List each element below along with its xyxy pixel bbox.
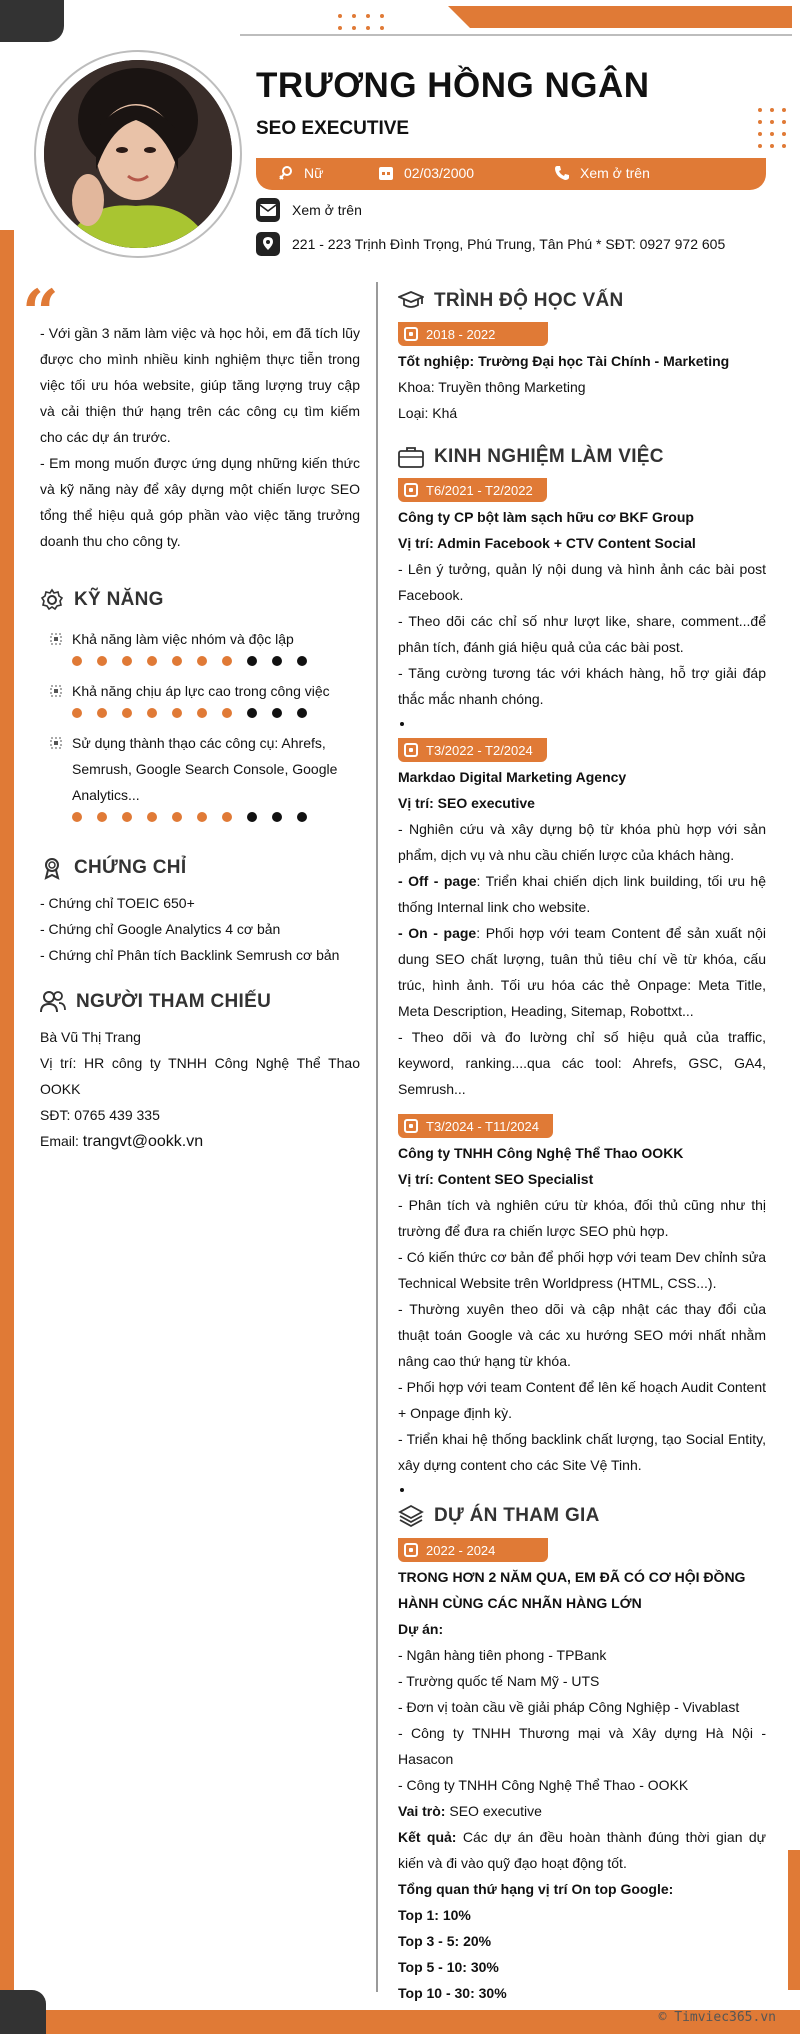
certificate-item: - Chứng chỉ TOEIC 650+ xyxy=(40,895,195,911)
experience-title: KINH NGHIỆM LÀM VIỆC xyxy=(434,446,664,467)
phone-item xyxy=(554,165,650,181)
badge-icon xyxy=(404,1543,418,1557)
gender-item xyxy=(278,165,323,181)
reference-name: Bà Vũ Thị Trang xyxy=(40,1029,141,1045)
rating-dot xyxy=(97,656,107,666)
education-heading xyxy=(398,290,766,312)
project-item: - Ngân hàng tiên phong - TPBank xyxy=(398,1647,607,1663)
job-period-badge xyxy=(398,1114,553,1138)
certificates-title: CHỨNG CHỈ xyxy=(74,857,187,878)
rating-dot xyxy=(72,812,82,822)
corner-decoration-bottom xyxy=(0,1990,46,2034)
rating-dot xyxy=(97,708,107,718)
job-company: Công ty TNHH Công Nghệ Thể Thao OOKK xyxy=(398,1145,684,1161)
rating-dot xyxy=(147,656,157,666)
reference-details xyxy=(40,1024,360,1155)
top-accent-bar xyxy=(448,6,792,28)
skill-label: Sử dụng thành thạo các công cụ: Ahrefs, Semrush, Google Search Console, Google Analytics... xyxy=(72,735,338,803)
ranking-item: Top 5 - 10: 30% xyxy=(398,1959,499,1975)
ranking-item: Top 3 - 5: 20% xyxy=(398,1933,492,1949)
address-row xyxy=(256,232,725,256)
rating-dot xyxy=(272,656,282,666)
skill-item xyxy=(40,678,360,718)
projects-headline: TRONG HƠN 2 NĂM QUA, EM ĐÃ CÓ CƠ HỘI ĐỒNG HÀNH CÙNG CÁC NHÃN HÀNG LỚN xyxy=(398,1569,746,1611)
rating-dot xyxy=(122,812,132,822)
job-duty: - Thường xuyên theo dõi và cập nhật các thay đổi của thuật toán Google và các xu hướng SEO mới nhất nhằm nâng cao thứ hạng từ khóa. xyxy=(398,1301,766,1369)
job-duty: - Theo dõi các chỉ số như lượt like, share, comment...để phân tích, đánh giá hiệu quả của các bài post. xyxy=(398,613,766,655)
project-role-label: Vai trò: xyxy=(398,1803,446,1819)
dot-pattern xyxy=(338,14,384,30)
project-role xyxy=(398,1798,766,1824)
project-role-value: SEO executive xyxy=(445,1803,542,1819)
bullet-icon xyxy=(50,633,62,645)
rating-dot xyxy=(72,708,82,718)
rating-dot xyxy=(147,708,157,718)
references-heading xyxy=(40,990,360,1014)
job-period: T3/2024 - T11/2024 xyxy=(426,1118,539,1134)
gear-icon xyxy=(40,588,64,612)
reference-position: Vị trí: HR công ty TNHH Công Nghệ Thể Thao OOKK xyxy=(40,1055,360,1097)
project-result-label: Kết quả: xyxy=(398,1829,457,1845)
project-item: - Công ty TNHH Công Nghệ Thể Thao - OOKK xyxy=(398,1777,689,1793)
projects-title: DỰ ÁN THAM GIA xyxy=(434,1505,600,1526)
location-icon xyxy=(256,232,280,256)
rating-dot xyxy=(147,812,157,822)
rating-dot xyxy=(97,812,107,822)
rating-dot xyxy=(297,656,307,666)
references-title: NGƯỜI THAM CHIẾU xyxy=(76,991,272,1012)
certificate-item: - Chứng chỉ Google Analytics 4 cơ bản xyxy=(40,921,281,937)
rating-dot xyxy=(172,708,182,718)
ranking-item: Top 10 - 30: 30% xyxy=(398,1985,507,2001)
watermark: © Timviec365.vn xyxy=(658,2010,776,2025)
project-item: - Đơn vị toàn cầu về giải pháp Công Nghiệp - Vivablast xyxy=(398,1699,740,1715)
users-icon xyxy=(40,990,66,1014)
right-accent-strip xyxy=(788,1850,800,1990)
left-column xyxy=(22,276,360,1155)
job-duty: - Tăng cường tương tác với khách hàng, hỗ trợ giải đáp thắc mắc nhanh chóng. xyxy=(398,665,766,707)
calendar-icon xyxy=(378,165,394,181)
bullet-icon xyxy=(50,685,62,697)
birthday-item xyxy=(378,165,474,181)
job-duty: - Nghiên cứu và xây dựng bộ từ khóa phù hợp với sản phẩm, dịch vụ và nhu cầu chiến lược của khách hàng. xyxy=(398,821,766,863)
summary-paragraph-2: - Em mong muốn được ứng dụng những kiến thức và kỹ năng này để xây dựng một chiến lược SEO tổng thể hiệu quả góp phần vào việc tăng trưởng doanh thu cho công ty. xyxy=(40,455,360,549)
reference-email-line xyxy=(40,1128,360,1155)
badge-icon xyxy=(404,1119,418,1133)
phone-icon xyxy=(554,165,570,181)
bullet-icon xyxy=(50,737,62,749)
reference-phone: SĐT: 0765 439 335 xyxy=(40,1107,160,1123)
education-grade: Loại: Khá xyxy=(398,405,458,421)
projects-heading xyxy=(398,1504,766,1528)
avatar xyxy=(44,60,232,248)
rating-dot xyxy=(122,656,132,666)
job-duty xyxy=(398,868,766,920)
ranking-item: Top 1: 10% xyxy=(398,1907,471,1923)
gender-value: Nữ xyxy=(304,165,324,181)
rating-dot xyxy=(297,708,307,718)
badge-icon xyxy=(404,743,418,757)
rating-dot xyxy=(247,708,257,718)
project-result xyxy=(398,1824,766,1876)
badge-icon xyxy=(404,327,418,341)
right-column xyxy=(398,290,766,2006)
gender-icon xyxy=(278,165,294,181)
rating-dot xyxy=(272,812,282,822)
briefcase-icon xyxy=(398,446,424,468)
info-bar xyxy=(256,158,766,190)
rating-dot xyxy=(172,812,182,822)
projects-label: Dự án: xyxy=(398,1621,444,1637)
job-duty: - Lên ý tưởng, quản lý nội dung và hình ảnh các bài post Facebook. xyxy=(398,561,766,603)
skill-item xyxy=(40,730,360,822)
summary-paragraph-1: - Với gần 3 năm làm việc và học hỏi, em đã tích lũy được cho mình nhiều kinh nghiệm thực tiễn trong việc tối ưu hóa website, giúp tăng lượng truy cập và cải thiện thứ hạng trên các công cụ tìm kiếm cho các dự án trước. xyxy=(40,325,360,445)
job-role: Vị trí: Content SEO Specialist xyxy=(398,1171,594,1187)
rating-dot xyxy=(197,812,207,822)
job-period-badge xyxy=(398,478,547,502)
rating-dot xyxy=(197,656,207,666)
skills-heading xyxy=(40,588,360,612)
email-value: Xem ở trên xyxy=(292,202,362,218)
job-duty-text: : Triển khai chiến dịch link building, tối ưu hệ thống Internal link cho website. xyxy=(398,873,766,915)
ranking-label: Tổng quan thứ hạng vị trí On top Google: xyxy=(398,1881,674,1897)
job-company: Công ty CP bột làm sạch hữu cơ BKF Group xyxy=(398,509,694,525)
rating-dot xyxy=(222,656,232,666)
birthday-value: 02/03/2000 xyxy=(404,165,475,181)
experience-heading xyxy=(398,446,766,468)
skill-rating xyxy=(72,812,360,822)
quote-icon: “ xyxy=(22,276,59,351)
job-duty-label: - On - page xyxy=(398,925,477,941)
project-item: - Trường quốc tế Nam Mỹ - UTS xyxy=(398,1673,600,1689)
job-duty: - Có kiến thức cơ bản để phối hợp với team Dev chỉnh sửa Technical Website trên Worldpress (HTML, CSS...). xyxy=(398,1249,766,1291)
rating-dot xyxy=(247,812,257,822)
rating-dot xyxy=(272,708,282,718)
column-divider xyxy=(376,282,378,1992)
list-bullet xyxy=(400,1488,404,1492)
job-duty: - Phân tích và nghiên cứu từ khóa, đối thủ cũng như thị trường để đưa ra chiến lược SEO phù hợp. xyxy=(398,1197,766,1239)
job-duty: - Triển khai hệ thống backlink chất lượng, tạo Social Entity, xây dựng content cho các Site Vệ Tinh. xyxy=(398,1431,766,1473)
list-bullet xyxy=(400,722,404,726)
reference-email: trangvt@ookk.vn xyxy=(82,1133,204,1150)
skill-label: Khả năng làm việc nhóm và độc lập xyxy=(72,631,294,647)
education-title: TRÌNH ĐỘ HỌC VẤN xyxy=(434,290,624,311)
job-duty-text: : Phối hợp với team Content để sản xuất nội dung SEO chất lượng, tuân thủ tiêu chí về từ khóa, cấu trúc, hình ảnh. Tối ưu hóa các thẻ Onpage: Meta Title, Meta Description, Heading, Sitemap, Robottxt... xyxy=(398,925,766,1019)
rating-dot xyxy=(297,812,307,822)
rating-dot xyxy=(222,812,232,822)
dot-pattern-right xyxy=(758,108,786,148)
project-item: - Công ty TNHH Thương mại và Xây dựng Hà Nội - Hasacon xyxy=(398,1725,766,1767)
certificates-heading xyxy=(40,856,360,880)
job-duty xyxy=(398,920,766,1024)
job-company: Markdao Digital Marketing Agency xyxy=(398,769,627,785)
education-period: 2018 - 2022 xyxy=(426,326,496,342)
top-rule xyxy=(240,34,792,36)
rating-dot xyxy=(247,656,257,666)
job-role: Vị trí: SEO executive xyxy=(398,795,535,811)
skill-label: Khả năng chịu áp lực cao trong công việc xyxy=(72,683,330,699)
corner-decoration xyxy=(0,0,64,42)
education-period-badge xyxy=(398,322,548,346)
job-title: SEO EXECUTIVE xyxy=(256,118,410,139)
certificate-item: - Chứng chỉ Phân tích Backlink Semrush cơ bản xyxy=(40,947,340,963)
certificates-list xyxy=(40,890,360,968)
job-period: T3/2022 - T2/2024 xyxy=(426,742,533,758)
address-value: 221 - 223 Trịnh Đình Trọng, Phú Trung, Tân Phú * SĐT: 0927 972 605 xyxy=(292,236,726,252)
rating-dot xyxy=(172,656,182,666)
job-duty: - Theo dõi và đo lường chỉ số hiệu quả của traffic, keyword, ranking....qua các tool: Ahrefs, GSC, GA4, Semrush... xyxy=(398,1029,766,1097)
phone-value: Xem ở trên xyxy=(580,165,650,181)
left-accent-strip xyxy=(0,230,14,1990)
reference-email-label: Email: xyxy=(40,1133,83,1149)
skills-title: KỸ NĂNG xyxy=(74,589,164,610)
mail-icon xyxy=(256,198,280,222)
education-major: Khoa: Truyền thông Marketing xyxy=(398,379,586,395)
job-duty: - Phối hợp với team Content để lên kế hoạch Audit Content + Onpage định kỳ. xyxy=(398,1379,766,1421)
rating-dot xyxy=(197,708,207,718)
rating-dot xyxy=(222,708,232,718)
education-school: Tốt nghiệp: Trường Đại học Tài Chính - Marketing xyxy=(398,353,730,369)
candidate-name: TRƯƠNG HỒNG NGÂN xyxy=(256,66,650,105)
skill-rating xyxy=(72,708,360,718)
rating-dot xyxy=(122,708,132,718)
rating-dot xyxy=(72,656,82,666)
projects-period: 2022 - 2024 xyxy=(426,1542,496,1558)
email-row xyxy=(256,198,362,222)
projects-period-badge xyxy=(398,1538,548,1562)
job-period: T6/2021 - T2/2022 xyxy=(426,482,533,498)
job-duty-label: - Off - page xyxy=(398,873,477,889)
skill-item xyxy=(40,626,360,666)
job-role: Vị trí: Admin Facebook + CTV Content Social xyxy=(398,535,696,551)
project-result-value: Các dự án đều hoàn thành đúng thời gian dự kiến và đi vào quỹ đạo hoạt động tốt. xyxy=(398,1829,766,1871)
layers-icon xyxy=(398,1504,424,1528)
graduation-cap-icon xyxy=(398,290,424,312)
award-icon xyxy=(40,856,64,880)
job-period-badge xyxy=(398,738,547,762)
badge-icon xyxy=(404,483,418,497)
skill-rating xyxy=(72,656,360,666)
